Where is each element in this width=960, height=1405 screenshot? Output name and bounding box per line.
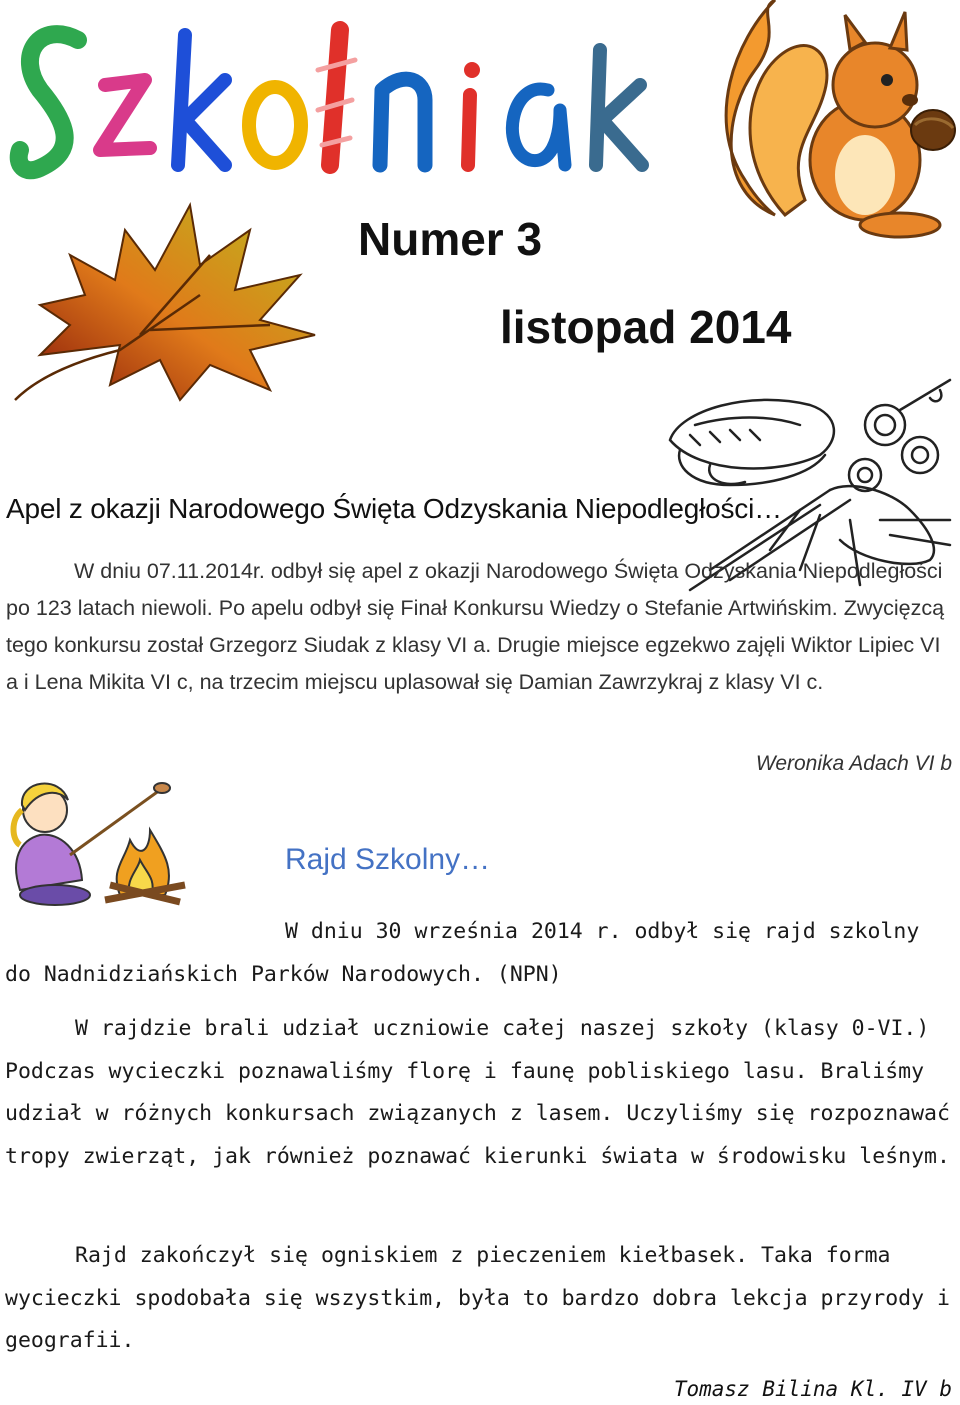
masthead-logo xyxy=(0,0,660,190)
article-rajd-paragraph-3 xyxy=(5,1235,955,1363)
article-title-apel: Apel z okazji Narodowego Święta Odzyskania Niepodległości… xyxy=(6,493,782,524)
article-body-text: W dniu 07.11.2014r. odbył się apel z okazji Narodowego Święta Odzyskania Niepodległości po 123 latach niewoli. Po apelu odbył się Finał Konkursu Wiedzy o Stefanie Artwińskim. Zwycięzcą tego konkursu został Grzegorz Siudak z klasy VI a. Drugie miejsce egzekwo zajęli Wiktor Lipiec VI a i Lena Mikita VI c, na trzecim miejscu uplasował się Damian Zawrzykraj z klasy VI c. xyxy=(6,559,945,694)
paragraph-text: W rajdzie brali udział uczniowie całej naszej szkoły (klasy 0-VI.) Podczas wycieczki poznawaliśmy florę i faunę pobliskiego lasu. Braliśmy udział w różnych konkursach związanych z lasem. Uczyliśmy się rozpoznawać tropy zwierząt, jak również poznawać kierunki świata w środowisku leśnym. xyxy=(5,1016,950,1169)
campfire-girl-illustration xyxy=(0,760,200,910)
article-author-rajd: Tomasz Bilina Kl. IV b xyxy=(673,1377,952,1401)
article-author-apel: Weronika Adach VI b xyxy=(755,752,952,775)
squirrel-illustration xyxy=(715,0,960,240)
article-rajd-paragraph-1 xyxy=(5,910,955,996)
paragraph-text: Rajd zakończył się ogniskiem z pieczeniem kiełbasek. Taka forma wycieczki spodobała się wszystkim, była to bardzo dobra lekcja przyrody i geografii. xyxy=(5,1243,950,1353)
article-rajd-paragraph-2 xyxy=(5,1008,955,1178)
issue-date: listopad 2014 xyxy=(500,301,792,353)
article-title-rajd: Rajd Szkolny… xyxy=(285,843,491,876)
maple-leaf-illustration xyxy=(0,185,330,410)
paragraph-text: W dniu 30 września 2014 r. odbył się rajd szkolny do Nadnidziańskich Parków Narodowych. (NPN) xyxy=(5,919,920,987)
article-body-apel xyxy=(6,553,951,701)
issue-number: Numer 3 xyxy=(358,213,543,265)
